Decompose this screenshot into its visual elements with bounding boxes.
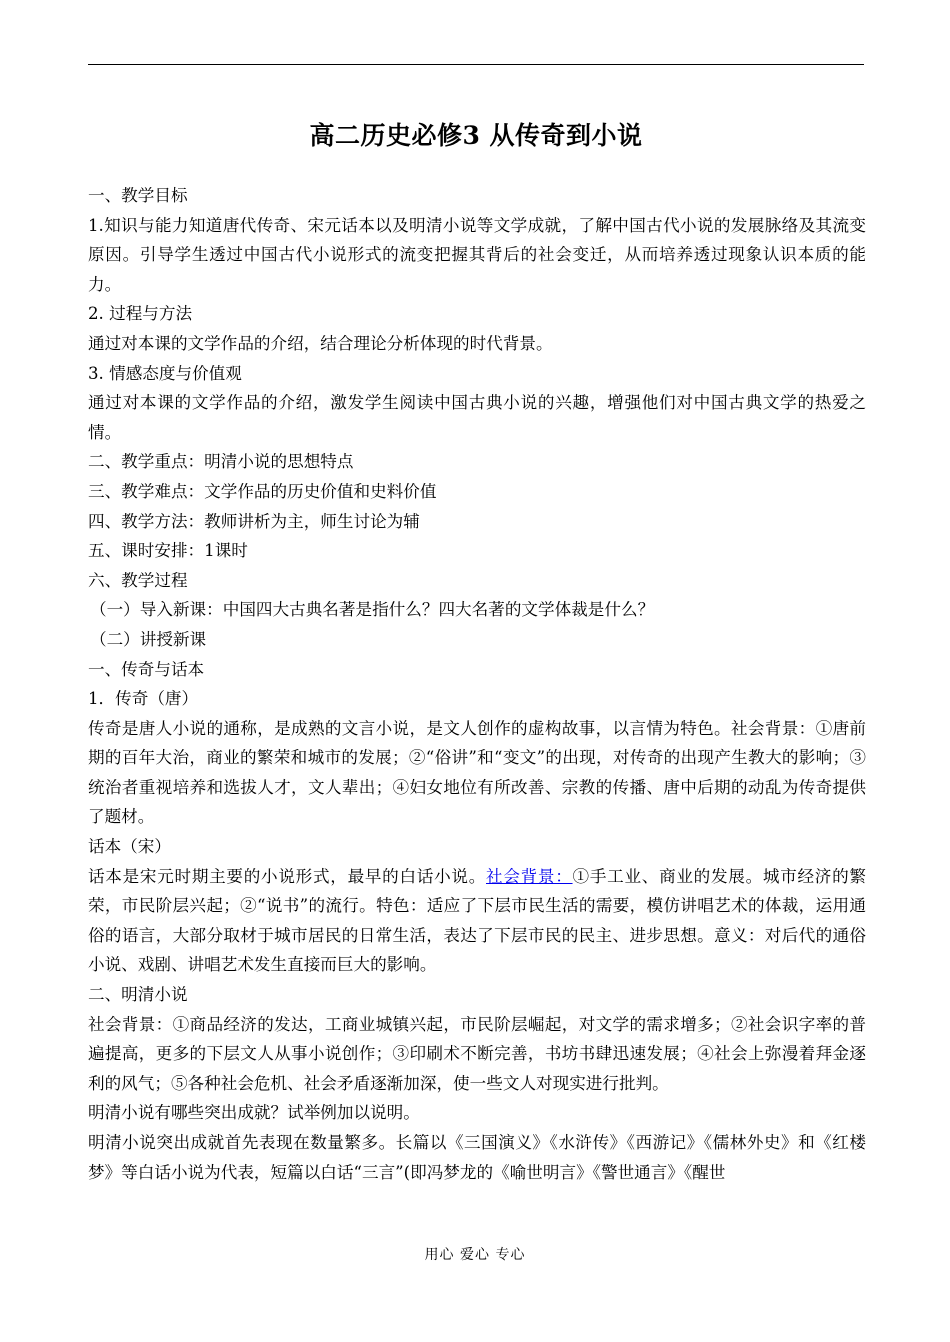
section-heading-schedule: 五、课时安排：1课时 — [88, 541, 248, 561]
paragraph-new-lesson: （二）讲授新课 — [90, 629, 207, 649]
subheading-huaben: 话本（宋） — [88, 837, 171, 857]
paragraph-huaben — [88, 862, 866, 980]
huaben-text-start: 话本是宋元时期主要的小说形式，最早的白话小说。 — [88, 866, 487, 886]
section-heading-methods: 四、教学方法：教师讲析为主，师生讨论为辅 — [88, 511, 420, 531]
paragraph-emotion-values: 通过对本课的文学作品的介绍，激发学生阅读中国古典小说的兴趣，增强他们对中国古典文学的热爱之情。 — [88, 393, 866, 442]
paragraph-chuanqi: 传奇是唐人小说的通称，是成熟的文言小说，是文人创作的虚构故事，以言情为特色。社会背景：①唐前期的百年大治，商业的繁荣和城市的发展；②“俗讲”和“变文”的出现，对传奇的出现产生教大的影响；③统治者重视培养和选拔人才，文人辈出；④妇女地位有所改善、宗教的传播、唐中后期的动乱为传奇提供了题材。 — [88, 718, 866, 827]
subheading-emotion-values: 3. 情感态度与价值观 — [88, 363, 242, 383]
paragraph-ming-qing-background: 社会背景：①商品经济的发达，工商业城镇兴起，市民阶层崛起，对文学的需求增多；②社会识字率的普遍提高，更多的下层文人从事小说创作；③印刷术不断完善，书坊书肆迅速发展；④社会上弥漫着拜金逐利的风气；⑤各种社会危机、社会矛盾逐渐加深，使一些文人对现实进行批判。 — [88, 1014, 866, 1093]
document-title: 高二历史必修3 从传奇到小说 — [309, 121, 643, 150]
subheading-process-method: 2. 过程与方法 — [88, 304, 193, 324]
subheading-chuanqi: 1．传奇（唐） — [88, 689, 199, 709]
header-rule — [88, 64, 864, 65]
page-footer: 用心 爱心 专心 — [424, 1247, 526, 1263]
section-heading-objectives: 一、教学目标 — [88, 186, 188, 205]
section-heading-ming-qing: 二、明清小说 — [88, 985, 188, 1005]
social-background-link[interactable]: 社会背景： — [486, 866, 573, 886]
section-heading-difficulties: 三、教学难点：文学作品的历史价值和史料价值 — [88, 481, 437, 501]
section-heading-key-points: 二、教学重点：明清小说的思想特点 — [88, 452, 354, 472]
section-heading-chuanqi-huaben: 一、传奇与话本 — [88, 659, 205, 679]
huaben-text-rest: ①手工业、商业的发展。城市经济的繁荣，市民阶层兴起；②“说书”的流行。特色：适应了下层市民生活的需要，模仿讲唱艺术的体裁，运用通俗的语言，大部分取材于城市居民的日常生活，表达了下层市民的民主、进步思想。意义：对后代的通俗小说、戏剧、讲唱艺术发生直接而巨大的影响。 — [88, 866, 867, 975]
document-body — [88, 181, 866, 1187]
paragraph-process-method: 通过对本课的文学作品的介绍，结合理论分析体现的时代背景。 — [88, 333, 553, 353]
paragraph-question: 明清小说有哪些突出成就？试举例加以说明。 — [88, 1103, 420, 1123]
paragraph-ming-qing-achievements: 明清小说突出成就首先表现在数量繁多。长篇以《三国演义》《水浒传》《西游记》《儒林外史》和《红楼梦》等白话小说为代表，短篇以白话“三言”(即冯梦龙的《喻世明言》《警世通言》《醒世 — [88, 1133, 866, 1182]
paragraph-introduction: （一）导入新课：中国四大古典名著是指什么？四大名著的文学体裁是什么？ — [90, 600, 655, 620]
section-heading-process: 六、教学过程 — [88, 570, 188, 590]
paragraph-knowledge-ability: 1.知识与能力知道唐代传奇、宋元话本以及明清小说等文学成就，了解中国古代小说的发展脉络及其流变原因。引导学生透过中国古代小说形式的流变把握其背后的社会变迁，从而培养透过现象认识本质的能力。 — [88, 215, 866, 294]
